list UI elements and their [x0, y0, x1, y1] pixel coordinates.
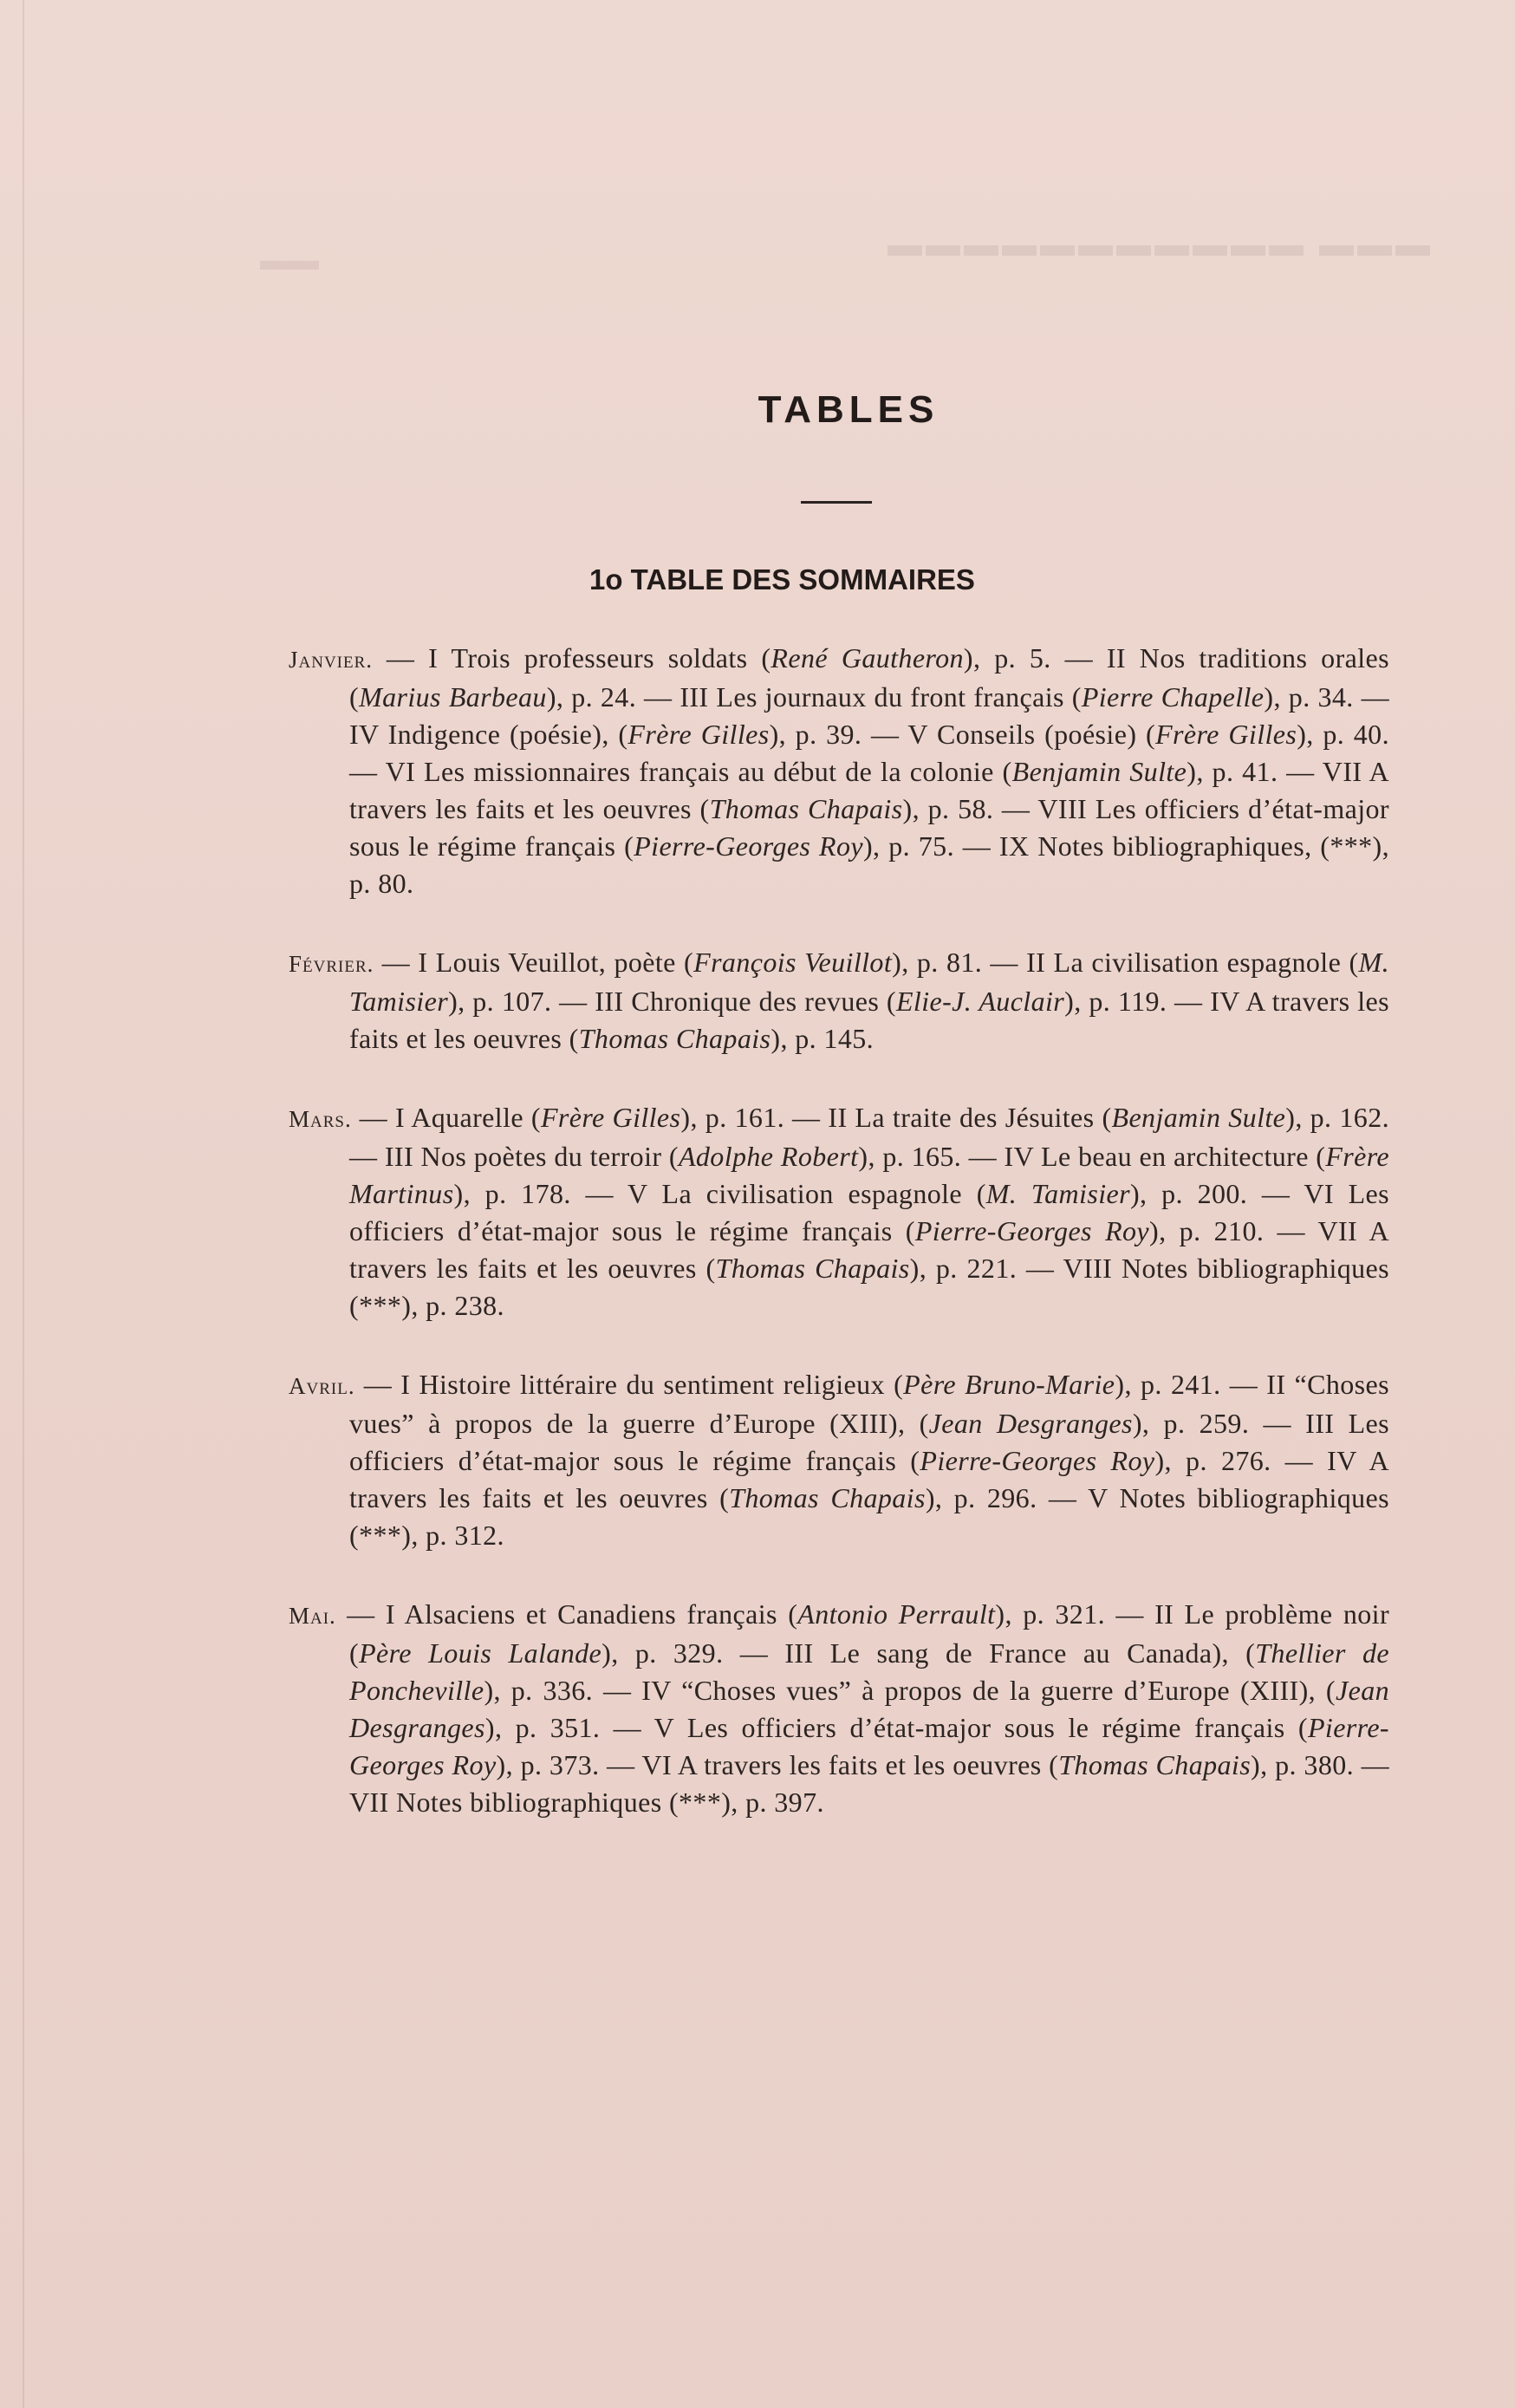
month-entry-mars [289, 1099, 1389, 1324]
title-divider [801, 501, 872, 504]
month-label: Janvier. [289, 647, 374, 673]
entry-text: — I Aquarelle (Frère Gilles), p. 161. — II La traite des Jésuites (Benjamin Sulte), p. 162. — III Nos poètes du terroir (Adolphe Robert), p. 165. — IV Le beau en architecture (Frère Martinus), p. 178. — V La civilisation espagnole (M. Tamisier), p. 200. — VI Les officiers d’état-major sous le régime français (Pierre-Georges Roy), p. 210. — VII A travers les faits et les oeuvres (Thomas Chapais), p. 221. — VIII Notes bibliographiques (***), p. 238. [349, 1102, 1389, 1321]
month-entry-fevrier [289, 944, 1389, 1058]
section-title: 1o TABLE DES SOMMAIRES [589, 563, 975, 595]
entry-text: — I Alsaciens et Canadiens français (Antonio Perrault), p. 321. — II Le problème noir (Père Louis Lalande), p. 329. — III Le sang de France au Canada), (Thellier de Poncheville), p. 336. — IV “Choses vues” à propos de la guerre d’Europe (XIII), (Jean Desgranges), p. 351. — V Les officiers d’état-major sous le régime français (Pierre-Georges Roy), p. 373. — VI A travers les faits et les oeuvres (Thomas Chapais), p. 380. — VII Notes bibliographiques (***), p. 397. [335, 1598, 1390, 1818]
month-entry-janvier [289, 640, 1389, 902]
month-label: Avril. [289, 1373, 355, 1399]
show-through-page-number: ▬▬ [260, 244, 319, 277]
month-entry-avril [289, 1366, 1389, 1554]
month-label: Février. [289, 951, 374, 977]
entry-text: — I Trois professeurs soldats (René Gautheron), p. 5. — II Nos traditions orales (Marius Barbeau), p. 24. — III Les journaux du front français (Pierre Chapelle), p. 34. — IV Indigence (poésie), (Frère Gilles), p. 39. — V Conseils (poésie) (Frère Gilles), p. 40. — VI Les missionnaires français au début de la colonie (Benjamin Sulte), p. 41. — VII A travers les faits et les oeuvres (Thomas Chapais), p. 58. — VIII Les officiers d’état-major sous le régime français (Pierre-Georges Roy), p. 75. — IX Notes bibliographiques, (***), p. 80. [349, 642, 1390, 899]
entry-text: — I Louis Veuillot, poète (François Veuillot), p. 81. — II La civilisation espagnole (M. Tamisier), p. 107. — III Chronique des revues (Elie-J. Auclair), p. 119. — IV A travers les faits et les oeuvres (Thomas Chapais), p. 145. [349, 947, 1390, 1054]
table-of-contents [289, 640, 1389, 1863]
show-through-text: ▬▬▬ ▬▬▬▬▬▬▬▬▬▬▬ [884, 225, 1430, 264]
entry-text: — I Histoire littéraire du sentiment religieux (Père Bruno-Marie), p. 241. — II “Choses vues” à propos de la guerre d’Europe (XIII), (Jean Desgranges), p. 259. — III Les officiers d’état-major sous le régime français (Pierre-Georges Roy), p. 276. — IV A travers les faits et les oeuvres (Thomas Chapais), p. 296. — V Notes bibliographiques (***), p. 312. [349, 1369, 1390, 1551]
month-label: Mai. [289, 1603, 336, 1629]
month-label: Mars. [289, 1106, 352, 1132]
month-entry-mai [289, 1596, 1389, 1821]
page-title: TABLES [758, 388, 940, 431]
